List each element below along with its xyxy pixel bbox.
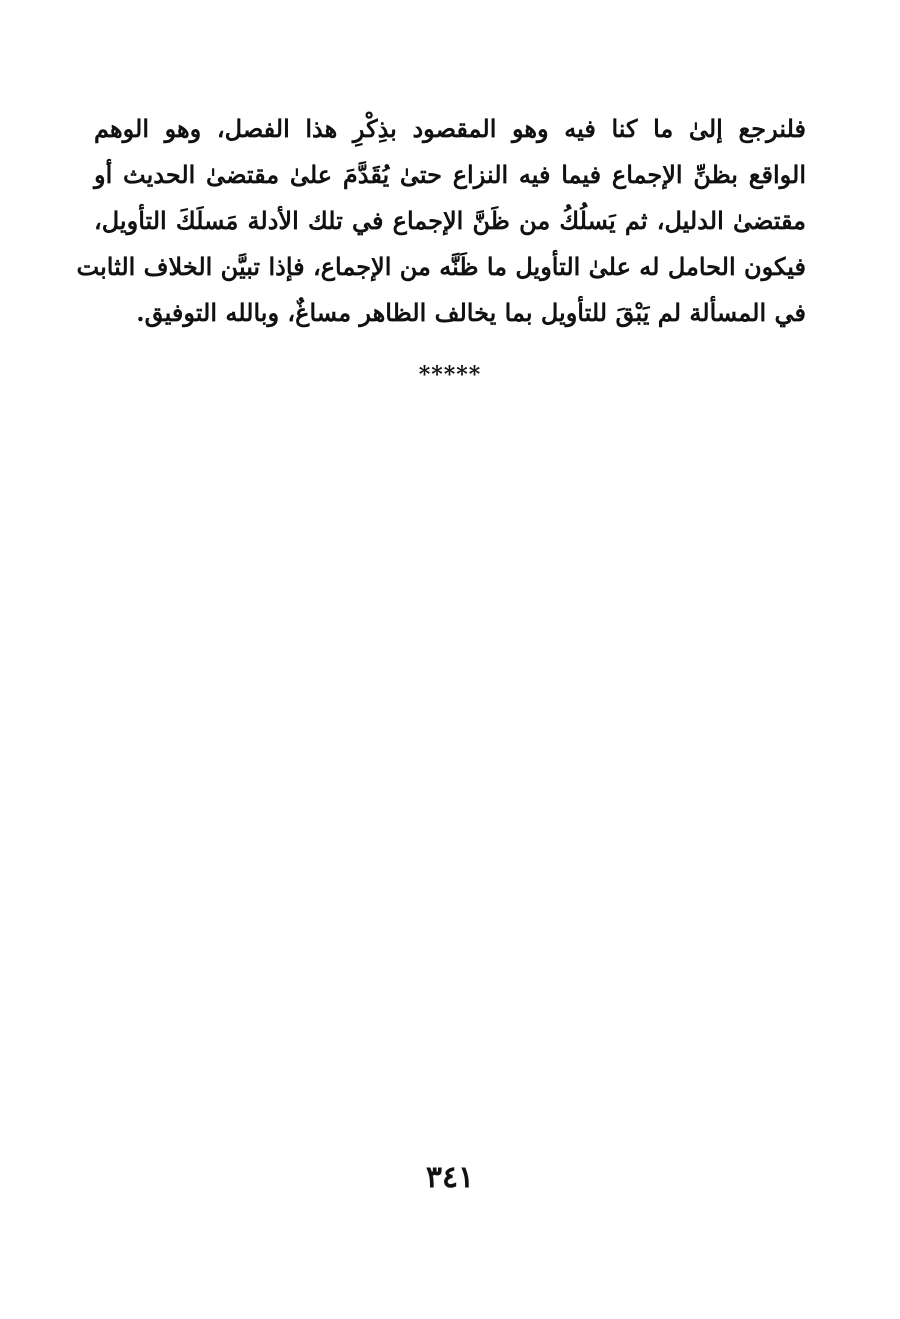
paragraph-line: مقتضىٰ الدليل، ثم يَسلُكُ من ظَنَّ الإجماع في تلك الأدلة مَسلَكَ التأويل، <box>94 206 807 235</box>
paragraph-line: الواقع بظنِّ الإجماع فيما فيه النزاع حتىٰ يُقَدَّمَ علىٰ مقتضىٰ الحديث أو <box>94 160 806 189</box>
paragraph-line: فيكون الحامل له علىٰ التأويل ما ظَنَّه من الإجماع، فإذا تبيَّن الخلاف الثابت <box>76 252 806 281</box>
body-paragraph <box>76 106 807 336</box>
paragraph-line: في المسألة لم يَبْقَ للتأويل بما يخالف الظاهر مساغٌ، وبالله التوفيق. <box>136 298 806 327</box>
page-number: ٣٤١ <box>425 1160 475 1195</box>
section-separator: ***** <box>418 362 482 388</box>
paragraph-line: فلنرجع إلىٰ ما كنا فيه وهو المقصود بذِكْرِ هذا الفصل، وهو الوهم <box>94 114 806 143</box>
